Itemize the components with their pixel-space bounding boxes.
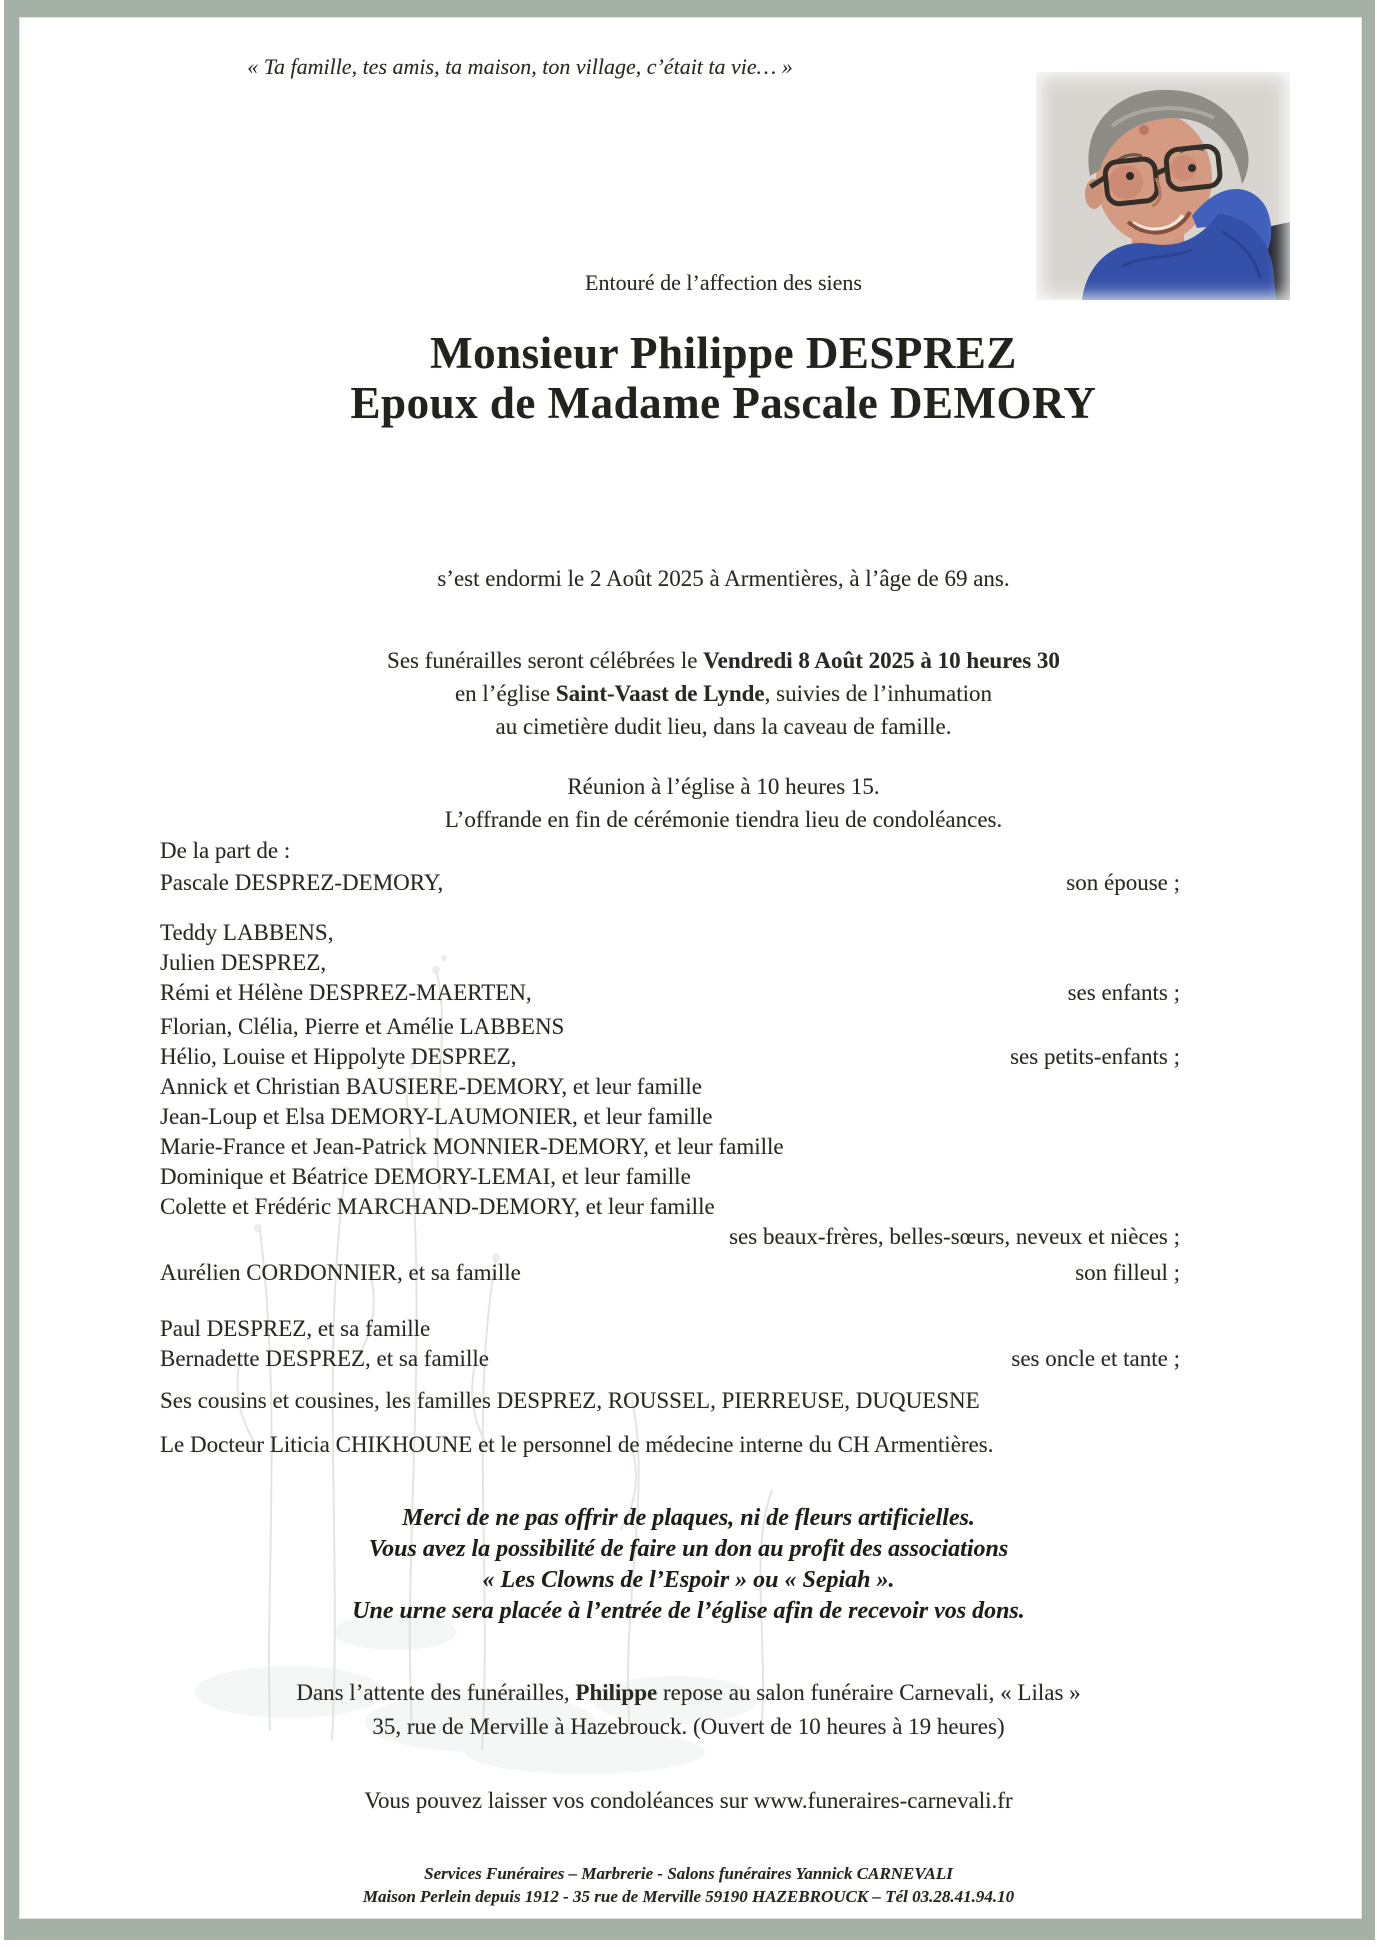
footer-line2: Maison Perlein depuis 1912 - 35 rue de Merville 59190 HAZEBROUCK – Tél 03.28.41.94.10 [362,1887,1015,1906]
family-name: Marie-France et Jean-Patrick MONNIER-DEMORY, et leur famille [160,1134,784,1159]
funeral-date-bold: Vendredi 8 Août 2025 à 10 heures 30 [703,648,1060,673]
family-name: Annick et Christian BAUSIERE-DEMORY, et leur famille [160,1074,702,1099]
charity-line: Vous avez la possibilité de faire un don au profit des associations [368,1536,1009,1562]
family-group-spouse [160,868,1180,898]
relation-label: ses oncle et tante ; [1011,1346,1180,1371]
wake-line2: 35, rue de Merville à Hazebrouck. (Ouvert de 10 heures à 19 heures) [372,1714,1005,1739]
charity-line: Une urne sera placée à l’entrée de l’église afin de recevoir vos dons. [352,1598,1025,1624]
family-name: Le Docteur Liticia CHIKHOUNE et le personnel de médecine interne du CH Armentières. [160,1432,994,1457]
funeral-line1-prefix: Ses funérailles seront célébrées le [387,648,704,673]
reunion-line: Réunion à l’église à 10 heures 15. [567,774,880,799]
family-name: Paul DESPREZ, et sa famille [160,1316,431,1341]
family-group-cousins [160,1386,1180,1416]
relation-label: ses petits-enfants ; [1010,1044,1180,1069]
family-name: Colette et Frédéric MARCHAND-DEMORY, et leur famille [160,1194,715,1219]
family-name: Aurélien CORDONNIER, et sa famille [160,1260,521,1285]
family-group-doctor [160,1430,1180,1460]
relation-label: ses beaux-frères, belles-sœurs, neveux et nièces ; [729,1224,1180,1249]
family-name: Julien DESPREZ, [160,950,327,975]
funeral-line2-prefix: en l’église [454,681,556,706]
family-group-children [160,918,1180,1008]
charity-line: « Les Clowns de l’Espoir » ou « Sepiah ». [482,1567,895,1593]
quote-text: « Ta famille, tes amis, ta maison, ton village, c’était ta vie… » [247,54,793,79]
wake-name-bold: Philippe [575,1680,658,1705]
funeral-line2-suffix: , suivies de l’inhumation [764,681,993,706]
family-group-godson [160,1258,1180,1288]
family-name: Florian, Clélia, Pierre et Amélie LABBENS [160,1014,565,1039]
relation-label: son filleul ; [1075,1260,1180,1285]
intro-line: Entouré de l’affection des siens [585,270,862,295]
funeral-line3: au cimetière dudit lieu, dans la caveau de famille. [495,714,952,739]
family-name: Dominique et Béatrice DEMORY-LEMAI, et leur famille [160,1164,691,1189]
family-group-grandchildren [160,1012,1180,1072]
wake-line1-suffix: repose au salon funéraire Carnevali, « Lilas » [657,1680,1081,1705]
family-name: Pascale DESPREZ-DEMORY, [160,870,444,895]
family-group-uncle-aunt [160,1314,1180,1374]
relation-label: ses enfants ; [1067,980,1180,1005]
wake-line1 [0,1676,1377,1710]
family-heading: De la part de : [160,838,291,863]
family-name: Hélio, Louise et Hippolyte DESPREZ, [160,1044,517,1069]
deceased-name-line2: Epoux de Madame Pascale DEMORY [350,378,1097,428]
charity-notice [0,1503,1377,1627]
family-name: Bernadette DESPREZ, et sa famille [160,1346,489,1371]
family-name: Ses cousins et cousines, les familles DESPREZ, ROUSSEL, PIERREUSE, DUQUESNE [160,1388,980,1413]
family-group-inlaws [160,1072,1180,1252]
death-announcement: s’est endormi le 2 Août 2025 à Armentières, à l’âge de 69 ans. [437,566,1010,591]
wake-line1-prefix: Dans l’attente des funérailles, [296,1680,576,1705]
funeral-church-bold: Saint-Vaast de Lynde [555,681,765,706]
charity-line: Merci de ne pas offrir de plaques, ni de fleurs artificielles. [402,1505,975,1531]
relation-label: son épouse ; [1066,870,1180,895]
offering-line: L’offrande en fin de cérémonie tiendra lieu de condoléances. [444,807,1003,832]
family-name: Teddy LABBENS, [160,920,334,945]
wake-notice [0,1676,1377,1744]
family-name: Rémi et Hélène DESPREZ-MAERTEN, [160,980,532,1005]
footer-line1: Services Funéraires – Marbrerie - Salons funéraires Yannick CARNEVALI [424,1864,953,1883]
family-name: Jean-Loup et Elsa DEMORY-LAUMONIER, et leur famille [160,1104,713,1129]
footer [0,1862,1377,1908]
condolences-line: Vous pouvez laisser vos condoléances sur www.funeraires-carnevali.fr [364,1788,1013,1813]
deceased-name-line1: Monsieur Philippe DESPREZ [430,328,1017,378]
family-section [160,0,1180,1947]
